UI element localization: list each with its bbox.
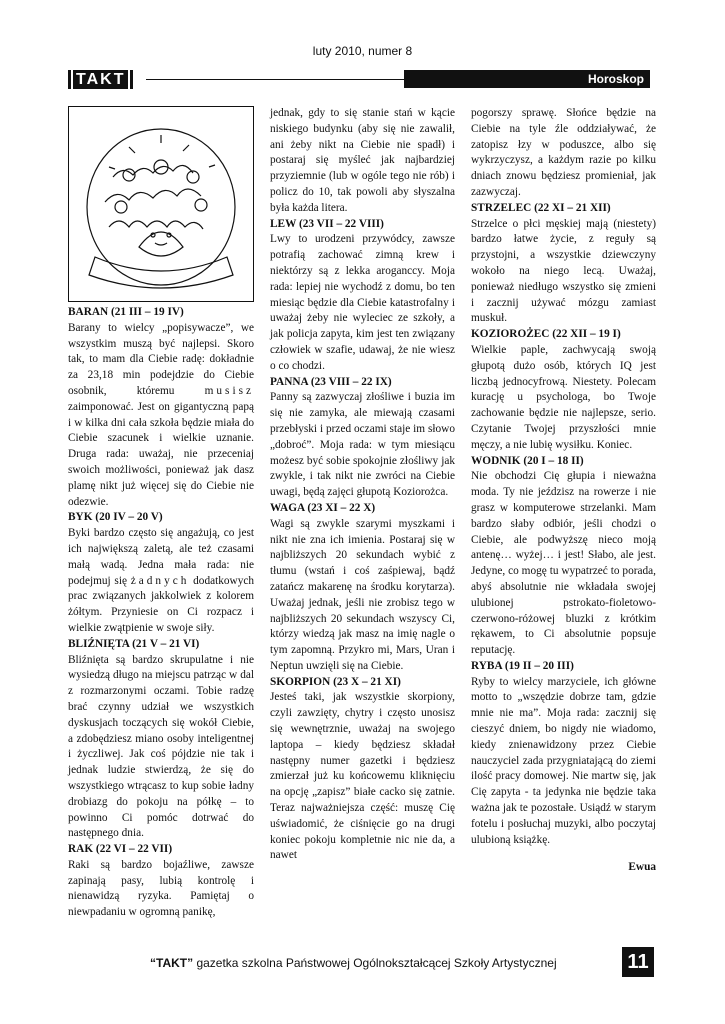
takt-logo: TAKT	[68, 70, 133, 89]
header-rule	[146, 79, 404, 80]
column-1	[68, 305, 254, 921]
sign-text-skorpion-continued: pogorszy sprawę. Słońce będzie na Ciebie na tyle źle oddziaływać, że zatopisz łzy w poduszce, albo się wykrzyczysz, a każdym razie po kilku dniach znowu będziesz promieniał, jak zazwyczaj.	[471, 107, 656, 198]
sign-title-lew: LEW (23 VII – 22 VIII)	[270, 217, 384, 230]
sign-text-baran: Barany to wielcy „popisywacze”, we wszystkim muszą być najlepsi. Skoro tak, to mam dla Ciebie radę: dokładnie za 23,18 min podejdzie do Ciebie osobnik, któremu musisz zaimponować. Jest on gigantyczną papą i w kilka dni cała szkoła będzie miała do Ciebie szacunek i wielkie uznanie. Druga rada: uważaj, nie przeceniaj swoich możliwości, ponieważ jak dasz plamę nikt już więcej się do Ciebie nie odezwie.	[68, 321, 255, 508]
sign-text-waga: Wagi są zwykle szarymi myszkami i nikt nie zna ich imienia. Postaraj się w najbliższych 20 sekundach wybić z tłumu (wstań i coś zaśpiewaj, bądź zatańcz makarenę na środku korytarza). Uważaj jednak, jeśli nie zrobisz tego w najbliższych 20 sekundach wszyscy Ci, którzy wiedzą jak masz na imię nagle o tym zapomną. Przykro mi, Mars, Uran i Neptun uwzięli się na Ciebie.	[270, 517, 455, 672]
snow-globe-drawing	[69, 107, 253, 301]
sign-text-skorpion: Jesteś taki, jak wszystkie skorpiony, czyli zawzięty, chytry i często unosisz się wewnętrznie, uważaj na swojego laptopa – kiedy będziesz składał następny numer gazetki i będziesz zmierzał już ku końcowemu kliknięciu na opcję „zapisz” białe cacko się zatnie. Teraz najważniejsza część: muszę Cię uświadomić, że ciśnięcie go na drugi koniec pokoju kompletnie nic nie da, a nawet	[270, 691, 455, 862]
sign-text-lew: Lwy to urodzeni przywódcy, zawsze potrafią zachować zimną krew i niektórzy są z lekka aroganccy. Moja rada: lepiej nie wychodź z domu, bo ten miesiąc będzie dla Ciebie katastrofalny i uważaj żeby nie wyleciec ze szkoły, a jak policja zapyta, kim jest ten związany człowiek w szafie, udawaj, że nie wiesz o co chodzi.	[270, 233, 455, 372]
sign-title-byk: BYK (20 IV – 20 V)	[68, 511, 163, 524]
sign-title-strzelec: STRZELEC (22 XI – 21 XII)	[471, 201, 611, 214]
sign-text-rak: Raki są bardzo bojaźliwe, zawsze zapinają pasy, lubią kontrolę i nienawidzą ryzyka. Pamiętaj o niewpadaniu w ogromną panikę,	[68, 858, 254, 919]
sign-text-bliznieta: Bliźnięta są bardzo skrupulatne i nie wysiedzą długo na miejscu patrząc w dal z rozmarzonymi oczami. Tobie radzę brać czynny udział we wszystkich dyskusjach toczących się wokół Ciebie, a zdobędziesz miano osoby inteligentnej i życzliwej. Jak coś pójdzie nie tak i jednak ludzie stwierdzą, że się do wszystkiego wtrącasz to kup sobie ładny drobiazg do pokoju na półkę – to powinno Ci pomóc dotrwać do następnego dnia.	[68, 653, 254, 840]
sign-title-baran: BARAN (21 III – 19 IV)	[68, 306, 184, 318]
sign-title-ryba: RYBA (19 II – 20 III)	[471, 659, 574, 672]
sign-title-panna: PANNA (23 VIII – 22 IX)	[270, 375, 392, 388]
sign-title-bliznieta: BLIŹNIĘTA (21 V – 21 VI)	[68, 637, 200, 650]
sign-title-koziorozec: KOZIOROŻEC (22 XII – 19 I)	[471, 328, 621, 341]
sign-text-rak-continued: jednak, gdy to się stanie stań w kącie niskiego budynku (aby się nie zawalił, ani żeby nikt na Ciebie nie spadł) i postaraj się myśleć jak najbardziej przyziemnie (lub w ogóle tego nie rób) i policz do 10, tak powoli aby słyszalna była każda litera.	[270, 107, 455, 214]
section-title: Horoskop	[404, 70, 650, 88]
sign-title-rak: RAK (22 VI – 22 VII)	[68, 843, 173, 856]
snow-globe-illustration	[68, 106, 254, 302]
sign-text-strzelec: Strzelce o płci męskiej mają (niestety) bardzo łatwe życie, z reguły są przystojni, a wszystkie dziewczyny wokoło na niego lecą. Uważaj, ponieważ niedługo wszystko się zmieni i zacznij używać mózgu zamiast muskuł.	[471, 217, 656, 325]
author-signature: Ewua	[628, 861, 656, 874]
sign-text-wodnik: Nie obchodzi Cię głupia i nieważna moda. Ty nie jeździsz na rowerze i nie grasz w komputerowe strzelanki. Mam bardzo słaby odbiór, jeśli chodzi o Ciebie, ale podwyższę nieco moją antenę… wyżej… i jest! Słabo, ale jest. Jedyne, co mogę tu wypatrzeć to porada, abyś absolutnie nie wkładała swojej ulubionej pstrokato-fioletowo-czerwono-różowej bluzki z krótkim rękawem, to Ci absolutnie popsuje reputację.	[471, 470, 656, 657]
sign-text-koziorozec: Wielkie paple, zachwycają swoją głupotą dużo osób, których IQ jest liczbą jednocyfrową. Niestety. Polecam kurację u psychologa, bo Twoje zachowanie będzie nie najlepsze, serio. Czytanie Twojej przyszłości mnie męczy, a nie lubię wysiłku. Koniec.	[471, 343, 656, 451]
sign-title-wodnik: WODNIK (20 I – 18 II)	[471, 454, 584, 467]
sign-title-waga: WAGA (23 XI – 22 X)	[270, 501, 376, 514]
column-3	[471, 106, 656, 876]
sign-text-byk: Byki bardzo często się angażują, co jest ich największą zaletą, ale też czasami małą wadą. Jedna mała rada: nie podejmuj się żadnych dodatkowych prac związanych jakkolwiek z kolorem żółtym. Przyniesie on Ci rozpacz i wielkie zwątpienie w swoje siły.	[68, 527, 255, 634]
sign-text-panna: Panny są zazwyczaj złośliwe i buzia im się nie zamyka, ale miewają czasami przebłyski i przed oczami staje im słowo „dobroć”. Moja rada: w tym miesiącu możesz być sobie spokojnie złośliwy jak zwykle, i tak nikt nie zwróci na Ciebie uwagi, będą zajęci głupotą Koziorożca.	[270, 391, 455, 499]
page-number: 11	[622, 947, 654, 977]
footer-text: “TAKT” gazetka szkolna Państwowej Ogólnokształcącej Szkoły Artystycznej	[150, 956, 557, 970]
sign-text-ryba: Ryby to wielcy marzyciele, ich główne motto to „wszędzie dobrze tam, gdzie mnie nie ma”. Moja rada: zacznij się cieszyć dniem, bo nigdy nie wiadomo, kiedy znienawidzony przez Ciebie nauczyciel zada przygniatającą do ziemi ilość pracy domowej. Nie martw się, jak Cię zapyta - ta jedynka nie będzie taka ważna jak te pozostałe. Usiądź w starym fotelu i posłuchaj muzyki, albo poczytaj ulubioną książkę.	[471, 675, 656, 846]
sign-title-skorpion: SKORPION (23 X – 21 XI)	[270, 675, 401, 688]
column-2	[270, 106, 455, 864]
issue-date: luty 2010, numer 8	[312, 44, 413, 58]
